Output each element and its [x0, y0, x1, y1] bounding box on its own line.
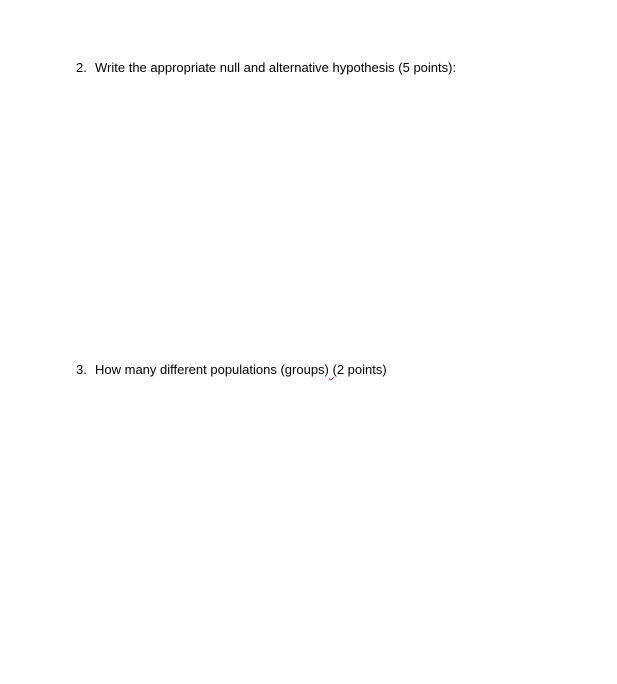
- question-3: [76, 362, 387, 378]
- question-2-text: Write the appropriate null and alternative hypothesis (5 points):: [95, 60, 457, 75]
- question-2-number: 2.: [76, 60, 87, 75]
- spellcheck-flagged-text[interactable]: (: [328, 362, 337, 377]
- question-3-number: 3.: [76, 362, 87, 377]
- question-2: [76, 60, 456, 76]
- question-3-text: How many different populations (groups): [95, 362, 329, 377]
- question-3-points: 2 points): [336, 362, 387, 377]
